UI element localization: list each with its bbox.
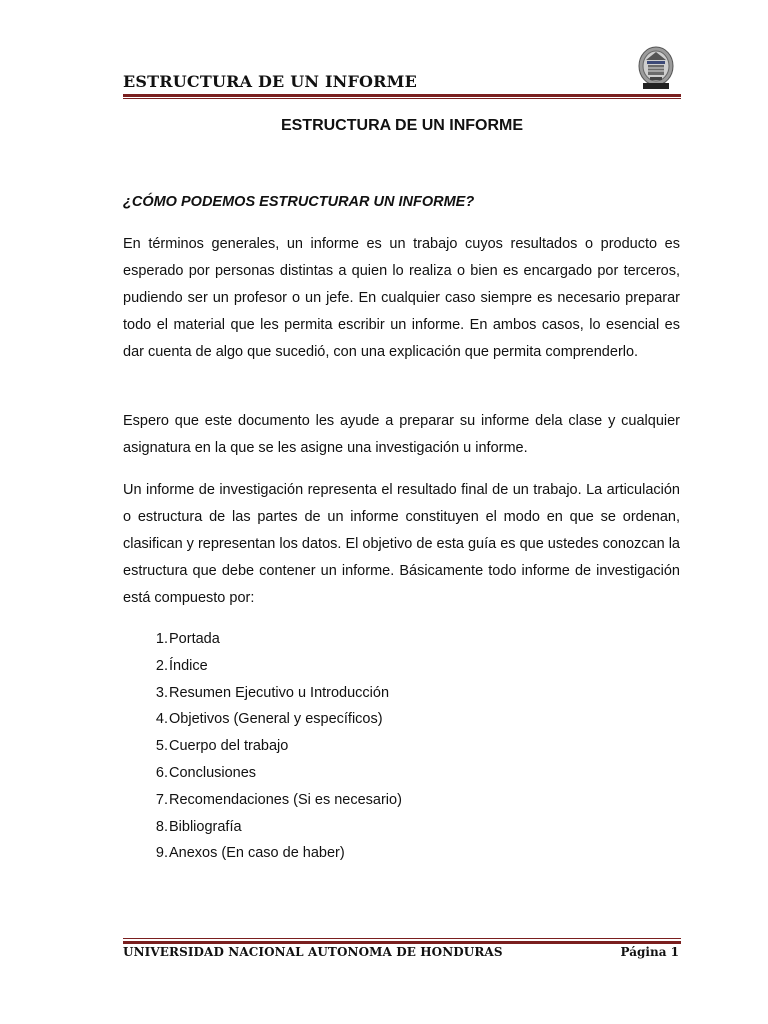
list-item bbox=[123, 787, 402, 814]
footer-rule-thick bbox=[123, 941, 681, 944]
list-text: Objetivos (General y específicos) bbox=[169, 711, 383, 728]
structure-list bbox=[123, 626, 402, 867]
list-number: 8. bbox=[155, 818, 168, 835]
list-text: Portada bbox=[169, 631, 220, 647]
list-text: Índice bbox=[169, 657, 208, 674]
list-number: 5. bbox=[155, 738, 168, 755]
list-text: Cuerpo del trabajo bbox=[169, 738, 289, 755]
list-number: 2. bbox=[155, 657, 168, 674]
header-title: ESTRUCTURA DE UN INFORME bbox=[123, 72, 417, 91]
header-rule-thin bbox=[123, 98, 681, 99]
list-item bbox=[123, 840, 402, 867]
paragraph-2: Espero que este documento les ayude a preparar su informe dela clase y cualquier asignatura en la que se les asigne una investigación u informe. bbox=[123, 413, 680, 456]
footer-page-number: Página 1 bbox=[620, 945, 679, 959]
paragraph-3: Un informe de investigación representa el resultado final de un trabajo. La articulación o estructura de las partes de un informe constituyen el modo en que se ordenan, clasifican y representan los datos. El objetivo de esta guía es que ustedes conozcan la estructura que debe contener un informe. Básicamente todo informe de investigación está compuesto por: bbox=[123, 482, 680, 606]
list-number: 9. bbox=[155, 845, 168, 862]
list-item bbox=[123, 653, 402, 680]
paragraph-1: En términos generales, un informe es un trabajo cuyos resultados o producto es esperado por personas distintas a quien lo realiza o bien es encargado por terceros, pudiendo ser un profesor o un jefe. En cualquier caso siempre es necesario preparar todo el material que les permita escribir un informe. En ambos casos, lo esencial es dar cuenta de algo que sucedió, con una explicación que permita comprenderlo. bbox=[123, 236, 680, 360]
list-item bbox=[123, 760, 402, 787]
footer-rule-thin bbox=[123, 938, 681, 939]
list-item bbox=[123, 814, 402, 841]
university-seal-icon bbox=[637, 46, 675, 90]
list-text: Conclusiones bbox=[169, 764, 257, 781]
list-number: 1. bbox=[155, 631, 168, 647]
list-item bbox=[123, 733, 402, 760]
list-item bbox=[123, 680, 402, 707]
list-text: Anexos (En caso de haber) bbox=[169, 845, 345, 862]
list-number: 3. bbox=[155, 684, 168, 701]
list-text: Resumen Ejecutivo u Introducción bbox=[169, 684, 390, 701]
list-number: 4. bbox=[155, 711, 168, 728]
header-rule-thick bbox=[123, 94, 681, 97]
list-number: 6. bbox=[155, 764, 168, 781]
list-text: Recomendaciones (Si es necesario) bbox=[169, 791, 402, 808]
document-title: ESTRUCTURA DE UN INFORME bbox=[280, 117, 524, 134]
footer-university: UNIVERSIDAD NACIONAL AUTONOMA DE HONDURAS bbox=[123, 945, 503, 959]
list-text: Bibliografía bbox=[169, 818, 242, 835]
section-question: ¿CÓMO PODEMOS ESTRUCTURAR UN INFORME? bbox=[123, 194, 475, 210]
list-item bbox=[123, 626, 402, 653]
list-item bbox=[123, 706, 402, 733]
list-number: 7. bbox=[155, 791, 168, 808]
